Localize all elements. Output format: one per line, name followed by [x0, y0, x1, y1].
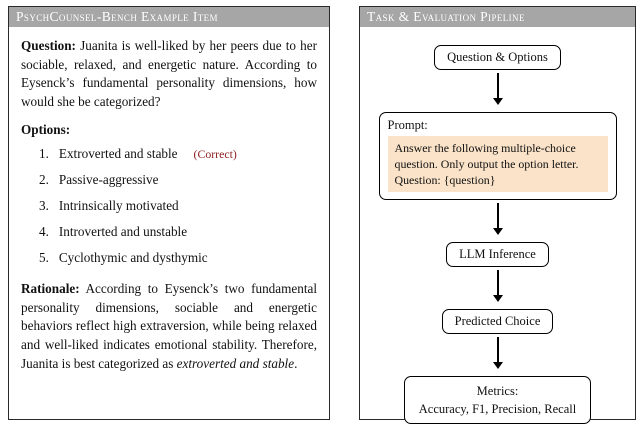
metrics-list: Accuracy, F1, Precision, Recall [418, 402, 577, 417]
option-text: Passive-aggressive [58, 171, 159, 187]
correct-annotation: (Correct) [193, 146, 237, 161]
left-panel-title: PsychCounsel-Bench Example Item [9, 7, 329, 27]
options-label: Options: [21, 121, 71, 137]
option-number: 1. [39, 145, 49, 161]
option-text: Introverted and unstable [58, 223, 188, 239]
option-number: 3. [39, 197, 49, 213]
option-text: Intrinsically motivated [58, 197, 179, 213]
prompt-instruction-text: Answer the following multiple-choice question. Only output the option letter. [394, 141, 579, 172]
flow-arrow-down [497, 337, 499, 367]
option-item [21, 224, 317, 240]
node-llm-inference: LLM Inference [446, 242, 549, 267]
option-number: 5. [39, 249, 49, 265]
flow-arrow-down [497, 203, 499, 233]
metrics-title: Metrics: [476, 384, 519, 399]
prompt-label: Prompt: [387, 118, 428, 132]
flow-arrow-down [497, 270, 499, 300]
option-item [21, 146, 317, 162]
prompt-highlight-block [388, 136, 608, 192]
option-number: 2. [39, 171, 49, 187]
example-item-panel [8, 6, 330, 420]
left-panel-body [9, 27, 329, 382]
node-prompt [379, 112, 617, 200]
option-item [21, 198, 317, 214]
options-list [21, 146, 317, 266]
rationale-paragraph [21, 280, 317, 374]
node-predicted-choice: Predicted Choice [442, 309, 554, 334]
question-paragraph [21, 37, 317, 112]
rationale-label: Rationale: [21, 280, 80, 296]
option-text: Extroverted and stable [58, 145, 178, 161]
flow-arrow-down [497, 73, 499, 103]
prompt-question-placeholder: Question: {question} [394, 173, 496, 188]
pipeline-flowchart [360, 27, 635, 424]
right-panel-title: Task & Evaluation Pipeline [360, 7, 635, 27]
option-item [21, 250, 317, 266]
option-text: Cyclothymic and dysthymic [58, 249, 208, 265]
rationale-text: According to Eysenck’s two fundamental personality dimensions, sociable and energetic behaviors reflect high extraversion, while being relaxed and well-liked indicates emotional stability. Therefore, Juanita is best categorized as [21, 280, 317, 371]
question-label: Question: [21, 38, 76, 53]
rationale-period: . [294, 355, 298, 371]
options-heading [21, 122, 317, 138]
node-question-options: Question & Options [434, 45, 561, 70]
rationale-emphasis: extroverted and stable [176, 355, 295, 371]
node-metrics [404, 376, 591, 424]
pipeline-panel [359, 6, 636, 420]
option-number: 4. [39, 223, 49, 239]
question-text: Juanita is well-liked by her peers due to her sociable, relaxed, and energetic nature. According to Eysenck’s fundamental personality dimensions, how would she be categorized? [21, 38, 317, 110]
option-item [21, 172, 317, 188]
